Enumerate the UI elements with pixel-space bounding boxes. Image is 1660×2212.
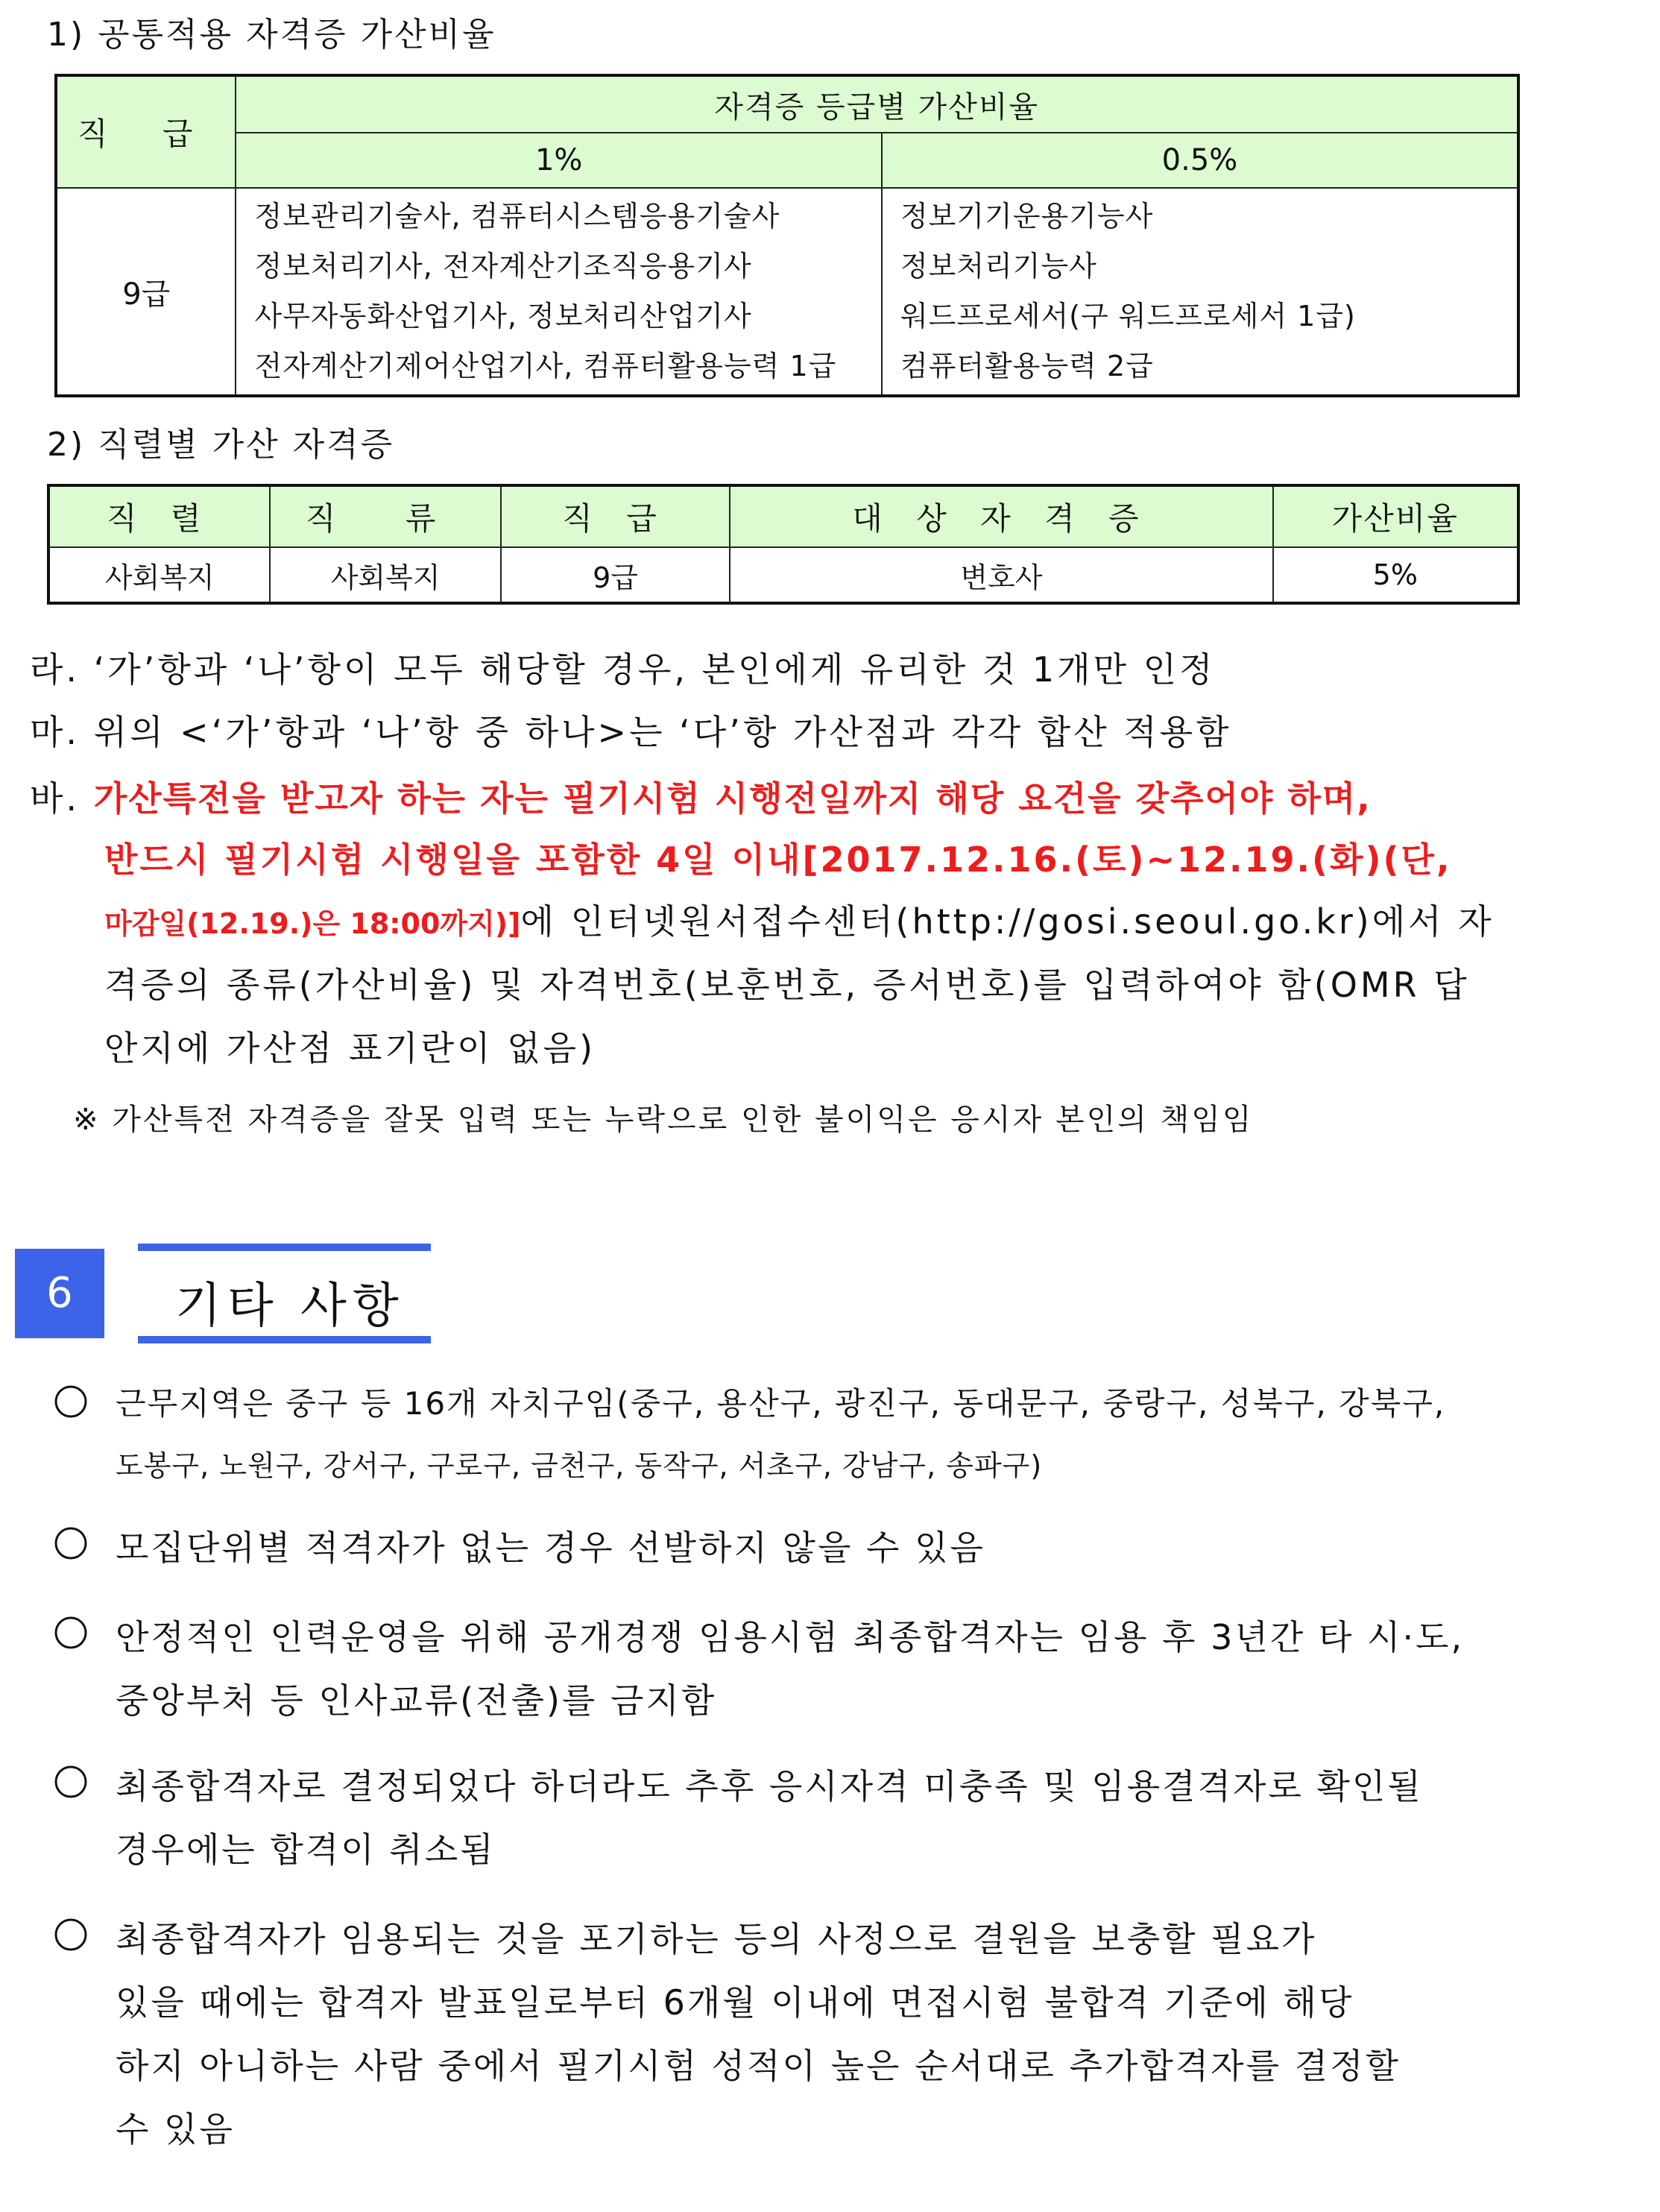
cell-certificate: 변호사 — [730, 547, 1272, 603]
section6-top-line — [138, 1244, 431, 1251]
item-ba-line-3 — [104, 895, 1495, 944]
bullet-4-line-1: 최종합격자로 결정되었다 하더라도 추후 응시자격 미충족 및 임용결격자로 확인될 — [116, 1766, 1423, 1806]
item-ma: 마. 위의 <‘가’항과 ‘나’항 중 하나>는 ‘다’항 가산점과 각각 합산 적용함 — [30, 712, 1232, 752]
certificate-line: 정보기기운용기능사 — [900, 200, 1154, 233]
cell-series: 사회복지 — [48, 547, 270, 603]
bullet-5-line-3: 하지 아니하는 사람 중에서 필기시험 성적이 높은 순서대로 추가합격자를 결정할 — [116, 2046, 1401, 2086]
grade-header: 직 급 — [56, 75, 236, 188]
certificate-line: 정보처리기능사 — [900, 250, 1097, 283]
item-ba-red-line-3: 마감일(12.19.)은 18:00까지)] — [104, 907, 521, 940]
rate-1-certificates — [236, 188, 881, 396]
section2-title: 2) 직렬별 가산 자격증 — [47, 426, 395, 464]
rate-2-header: 0.5% — [882, 133, 1518, 188]
certificate-line: 정보관리기술사, 컴퓨터시스템응용기술사 — [254, 200, 780, 233]
section6-number: 6 — [15, 1249, 104, 1338]
circle-bullet-icon — [52, 1763, 89, 1800]
common-certificate-table — [54, 74, 1520, 397]
certificate-line: 정보처리기사, 전자계산기조직응용기사 — [254, 250, 752, 283]
bullet-5-line-2: 있을 때에는 합격자 발표일로부터 6개월 이내에 면접시험 불합격 기준에 해당 — [116, 1982, 1354, 2023]
bullet-1-line-2: 도봉구, 노원구, 강서구, 구로구, 금천구, 동작구, 서초구, 강남구, 송파구) — [116, 1449, 1043, 1482]
cell-grade: 9급 — [501, 547, 730, 603]
item-ba-line-3-rest: 에 인터넷원서접수센터(http://gosi.seoul.go.kr)에서 자 — [520, 901, 1495, 942]
note: ※ 가산특전 자격증을 잘못 입력 또는 누락으로 인한 불이익은 응시자 본인의 책임임 — [73, 1103, 1254, 1137]
certificate-line: 사무자동화산업기사, 정보처리산업기사 — [254, 300, 752, 333]
certificate-line: 워드프로세서(구 워드프로세서 1급) — [900, 300, 1356, 333]
grade-cell: 9급 — [56, 188, 236, 396]
section6-title: 기타 사항 — [175, 1279, 405, 1334]
rate-2-certificates — [882, 188, 1518, 396]
item-ba-prefix: 바. — [30, 778, 94, 819]
circle-bullet-icon — [52, 1525, 89, 1562]
cell-rate: 5% — [1273, 547, 1518, 603]
series-certificate-table — [47, 484, 1520, 605]
header-series: 직 렬 — [48, 485, 270, 547]
section6-bottom-line — [138, 1336, 431, 1343]
bullet-3-line-2: 중앙부처 등 인사교류(전출)를 금지함 — [116, 1680, 717, 1721]
bullet-5-line-4: 수 있음 — [116, 2109, 235, 2149]
item-ba-red-line-2: 반드시 필기시험 시행일을 포함한 4일 이내[2017.12.16.(토)~12.19.(화)(단, — [104, 839, 1452, 880]
circle-bullet-icon — [52, 1383, 89, 1420]
item-ba-line-4: 격증의 종류(가산비율) 및 자격번호(보훈번호, 증서번호)를 입력하여야 함(OMR 답 — [104, 965, 1470, 1005]
bullet-1-line-1: 근무지역은 중구 등 16개 자치구임(중구, 용산구, 광진구, 동대문구, 중랑구, 성북구, 강북구, — [116, 1385, 1446, 1422]
bullet-2-line-1: 모집단위별 적격자가 없는 경우 선발하지 않을 수 있음 — [116, 1528, 985, 1568]
bullet-4-line-2: 경우에는 합격이 취소됨 — [116, 1830, 496, 1870]
header-target-certificate: 대 상 자 격 증 — [730, 485, 1272, 547]
rate-1-header: 1% — [236, 133, 881, 188]
item-ba-line-5: 안지에 가산점 표기란이 없음) — [104, 1028, 596, 1068]
certificate-line: 전자계산기제어산업기사, 컴퓨터활용능력 1급 — [254, 350, 837, 382]
bullet-3-line-1: 안정적인 인력운영을 위해 공개경쟁 임용시험 최종합격자는 임용 후 3년간 타 시·도, — [116, 1617, 1465, 1657]
circle-bullet-icon — [52, 1916, 89, 1953]
cell-class: 사회복지 — [270, 547, 500, 603]
item-ba — [30, 772, 1372, 821]
circle-bullet-icon — [52, 1614, 89, 1651]
item-ba-red-line-1: 가산특전을 받고자 하는 자는 필기시험 시행전일까지 해당 요건을 갖추어야 하며, — [93, 778, 1372, 819]
item-ra: 라. ‘가’항과 ‘나’항이 모두 해당할 경우, 본인에게 유리한 것 1개만 인정 — [30, 649, 1216, 690]
bullet-5-line-1: 최종합격자가 임용되는 것을 포기하는 등의 사정으로 결원을 보충할 필요가 — [116, 1919, 1317, 1959]
certificate-line: 컴퓨터활용능력 2급 — [900, 350, 1154, 382]
rate-main-header: 자격증 등급별 가산비율 — [236, 75, 1518, 133]
section1-title: 1) 공통적용 자격증 가산비율 — [47, 16, 496, 54]
header-rate: 가산비율 — [1273, 485, 1518, 547]
header-grade: 직 급 — [501, 485, 730, 547]
header-class: 직 류 — [270, 485, 500, 547]
